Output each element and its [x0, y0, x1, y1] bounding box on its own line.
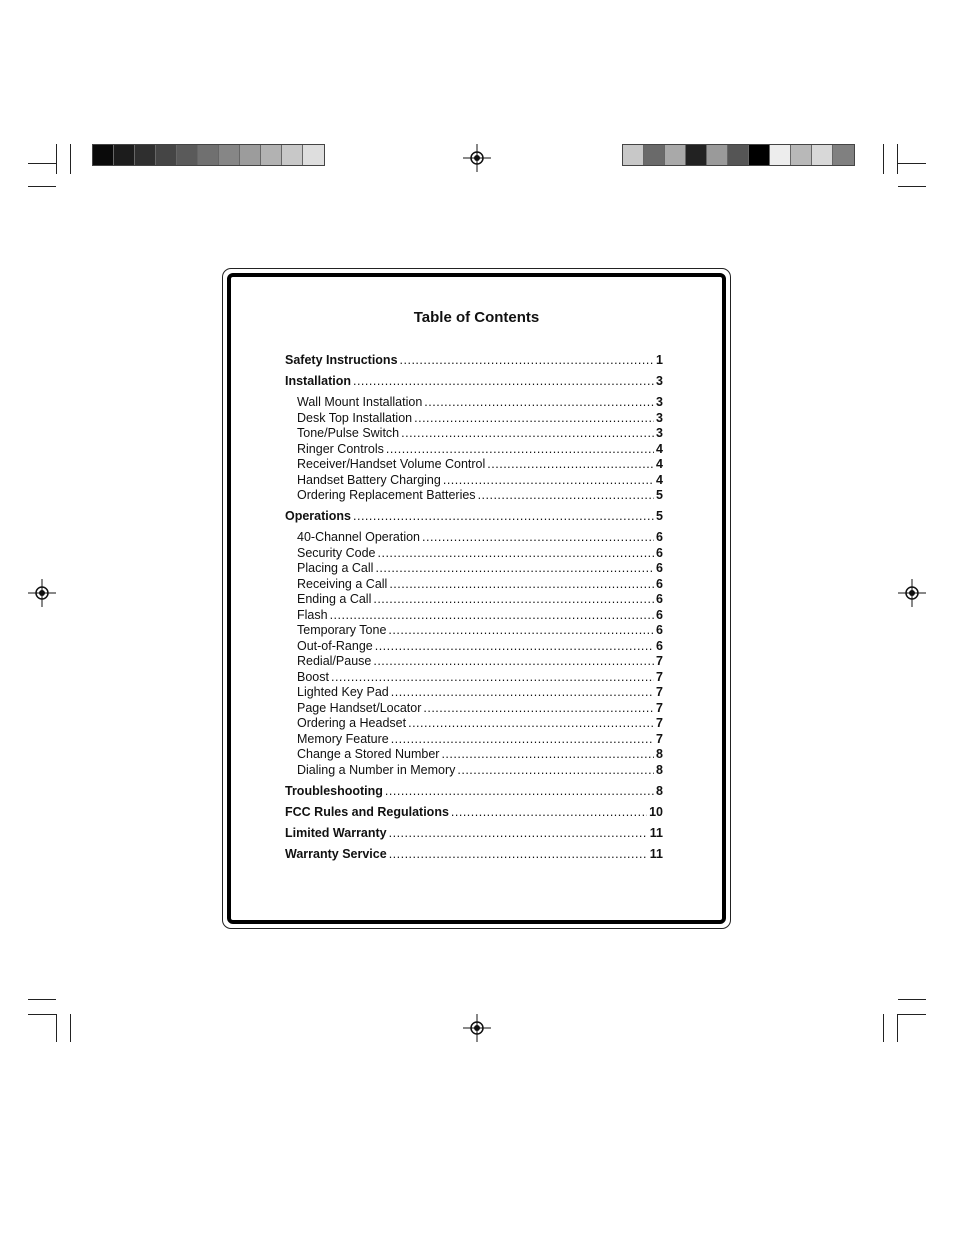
toc-entry-label: Ordering Replacement Batteries — [297, 488, 476, 502]
toc-subsection-entry — [285, 410, 663, 426]
toc-entry-label: Warranty Service — [285, 846, 387, 861]
toc-page-number: 1 — [656, 353, 663, 367]
toc-leader-dots — [400, 352, 655, 368]
toc-leader-dots — [373, 591, 654, 607]
toc-page-number: 7 — [656, 685, 663, 699]
toc-entry-label: Handset Battery Charging — [297, 472, 441, 487]
toc-section-entry — [285, 352, 663, 368]
toc-subsection-entry — [285, 472, 663, 488]
color-swatch — [791, 145, 812, 165]
toc-entry-label: Receiver/Handset Volume Control — [297, 457, 486, 471]
color-swatch — [156, 145, 177, 165]
toc-entry-label: Redial/Pause — [297, 654, 372, 668]
toc-page-number: 6 — [656, 592, 663, 606]
toc-page-number: 6 — [656, 623, 663, 637]
toc-section-entry — [285, 783, 663, 799]
toc-leader-dots — [401, 425, 654, 441]
color-swatch — [707, 145, 728, 165]
color-swatch — [770, 145, 791, 165]
toc-leader-dots — [487, 456, 654, 472]
toc-page-number: 3 — [656, 395, 663, 409]
toc-page-number: 7 — [656, 669, 663, 684]
toc-section-entry — [285, 508, 663, 524]
toc-page-number: 11 — [649, 825, 663, 840]
crop-mark — [883, 144, 884, 174]
color-swatch — [812, 145, 833, 165]
toc-entry-label: Installation — [285, 374, 351, 388]
toc-page-number: 4 — [656, 441, 663, 456]
color-swatch — [728, 145, 749, 165]
toc-leader-dots — [457, 762, 654, 778]
toc-subsection-entry — [285, 731, 663, 747]
toc-leader-dots — [443, 472, 654, 488]
crop-mark — [28, 1014, 56, 1015]
toc-page-number: 3 — [656, 426, 663, 440]
color-swatch — [219, 145, 240, 165]
toc-entry-label: Boost — [297, 669, 329, 684]
toc-page-number: 6 — [656, 638, 663, 653]
color-swatch — [644, 145, 665, 165]
toc-subsection-entry — [285, 456, 663, 472]
toc-leader-dots — [414, 410, 654, 426]
toc-page-number: 6 — [656, 561, 663, 575]
toc-subsection-entry — [285, 638, 663, 654]
color-swatch — [177, 145, 198, 165]
toc-page-number: 7 — [656, 654, 663, 668]
toc-leader-dots — [331, 669, 654, 685]
toc-leader-dots — [375, 560, 654, 576]
toc-leader-dots — [385, 783, 654, 799]
toc-leader-dots — [389, 825, 648, 841]
toc-entry-label: Ordering a Headset — [297, 716, 407, 730]
toc-entry-label: Ending a Call — [297, 592, 372, 606]
toc-page-number: 7 — [656, 700, 663, 715]
toc-leader-dots — [408, 715, 654, 731]
toc-page-number: 8 — [656, 747, 663, 761]
toc-entry-label: Flash — [297, 607, 328, 622]
toc-leader-dots — [386, 441, 654, 457]
toc-entry-label: Safety Instructions — [285, 353, 398, 367]
toc-section-entry — [285, 373, 663, 389]
crop-mark — [56, 1014, 57, 1042]
toc-page-number: 6 — [656, 545, 663, 560]
toc-leader-dots — [353, 508, 654, 524]
toc-subsection-entry — [285, 529, 663, 545]
color-swatch — [686, 145, 707, 165]
toc-leader-dots — [391, 731, 654, 747]
toc-leader-dots — [353, 373, 654, 389]
toc-entry-label: Lighted Key Pad — [297, 685, 389, 699]
toc-page-number: 8 — [656, 762, 663, 777]
toc-leader-dots — [441, 746, 654, 762]
color-bar-right — [622, 144, 855, 166]
registration-mark-icon — [28, 579, 56, 607]
color-swatch — [198, 145, 219, 165]
toc-page-number: 6 — [656, 576, 663, 591]
color-swatch — [93, 145, 114, 165]
toc-subsection-entry — [285, 607, 663, 623]
crop-mark — [898, 163, 926, 164]
crop-mark — [70, 1014, 71, 1042]
toc-subsection-entry — [285, 394, 663, 410]
crop-mark — [883, 1014, 884, 1042]
toc-entry-label: Security Code — [297, 545, 376, 560]
toc-entry-label: Desk Top Installation — [297, 410, 413, 425]
registration-mark-icon — [463, 1014, 491, 1042]
toc-subsection-entry — [285, 576, 663, 592]
crop-mark — [898, 999, 926, 1000]
crop-mark — [898, 186, 926, 187]
color-swatch — [749, 145, 770, 165]
color-swatch — [240, 145, 261, 165]
color-swatch — [623, 145, 644, 165]
toc-leader-dots — [422, 529, 654, 545]
toc-entry-label: Operations — [285, 509, 351, 523]
toc-entry-label: Wall Mount Installation — [297, 395, 423, 409]
toc-subsection-entry — [285, 560, 663, 576]
color-swatch — [135, 145, 156, 165]
toc-entry-label: FCC Rules and Regulations — [285, 804, 449, 819]
toc-page-number: 6 — [656, 530, 663, 544]
toc-entry-label: Troubleshooting — [285, 783, 383, 798]
toc-subsection-entry — [285, 669, 663, 685]
color-swatch — [261, 145, 282, 165]
toc-leader-dots — [378, 545, 655, 561]
toc-leader-dots — [391, 684, 654, 700]
toc-entry-label: Temporary Tone — [297, 623, 387, 637]
toc-leader-dots — [375, 638, 654, 654]
toc-subsection-entry — [285, 700, 663, 716]
crop-mark — [56, 144, 57, 174]
toc-page-number: 5 — [656, 509, 663, 523]
toc-subsection-entry — [285, 545, 663, 561]
toc-entry-label: Placing a Call — [297, 561, 374, 575]
crop-mark — [898, 1014, 926, 1015]
color-swatch — [665, 145, 686, 165]
toc-leader-dots — [330, 607, 654, 623]
toc-page-number: 6 — [656, 607, 663, 622]
toc-section-entry — [285, 846, 663, 862]
toc-leader-dots — [424, 394, 654, 410]
toc-leader-dots — [451, 804, 647, 820]
toc-page-number: 10 — [649, 804, 663, 819]
toc-entry-label: Limited Warranty — [285, 825, 387, 840]
crop-mark — [897, 1014, 898, 1042]
toc-subsection-entry — [285, 441, 663, 457]
toc-section-entry — [285, 804, 663, 820]
toc-leader-dots — [389, 846, 648, 862]
toc-page-number: 3 — [656, 374, 663, 388]
toc-entry-label: Memory Feature — [297, 731, 389, 746]
toc-subsection-entry — [285, 762, 663, 778]
toc-subsection-entry — [285, 746, 663, 762]
toc-page-number: 11 — [649, 846, 663, 861]
toc-entry-label: Out-of-Range — [297, 638, 373, 653]
color-swatch — [114, 145, 135, 165]
crop-mark — [897, 144, 898, 174]
toc-subsection-entry — [285, 591, 663, 607]
toc-page-number: 7 — [656, 716, 663, 730]
toc-subsection-entry — [285, 622, 663, 638]
registration-mark-icon — [898, 579, 926, 607]
registration-mark-icon — [463, 144, 491, 172]
toc-leader-dots — [389, 576, 654, 592]
toc-entry-label: Receiving a Call — [297, 576, 388, 591]
toc-leader-dots — [423, 700, 654, 716]
toc-subsection-entry — [285, 653, 663, 669]
toc-entry-label: 40-Channel Operation — [297, 530, 420, 544]
toc-entry-label: Change a Stored Number — [297, 747, 440, 761]
toc-subsection-entry — [285, 715, 663, 731]
color-bar-left — [92, 144, 325, 166]
color-swatch — [833, 145, 854, 165]
toc-page-number: 7 — [656, 731, 663, 746]
toc-page-number: 4 — [656, 472, 663, 487]
toc-leader-dots — [388, 622, 654, 638]
toc-page-number: 3 — [656, 410, 663, 425]
color-swatch — [282, 145, 303, 165]
toc-entry-label: Page Handset/Locator — [297, 700, 422, 715]
toc-page-number: 4 — [656, 457, 663, 471]
toc-subsection-entry — [285, 684, 663, 700]
toc-subsection-entry — [285, 425, 663, 441]
toc-leader-dots — [373, 653, 654, 669]
color-swatch — [303, 145, 324, 165]
toc-entry-label: Tone/Pulse Switch — [297, 426, 400, 440]
crop-mark — [28, 163, 56, 164]
toc-subsection-entry — [285, 487, 663, 503]
toc-page-number: 8 — [656, 783, 663, 798]
crop-mark — [28, 999, 56, 1000]
toc-section-entry — [285, 825, 663, 841]
toc-leader-dots — [478, 487, 654, 503]
toc-entry-label: Dialing a Number in Memory — [297, 762, 456, 777]
crop-mark — [28, 186, 56, 187]
page-title: Table of Contents — [413, 309, 540, 326]
toc-page-number: 5 — [656, 488, 663, 502]
toc-entry-label: Ringer Controls — [297, 441, 384, 456]
crop-mark — [70, 144, 71, 174]
